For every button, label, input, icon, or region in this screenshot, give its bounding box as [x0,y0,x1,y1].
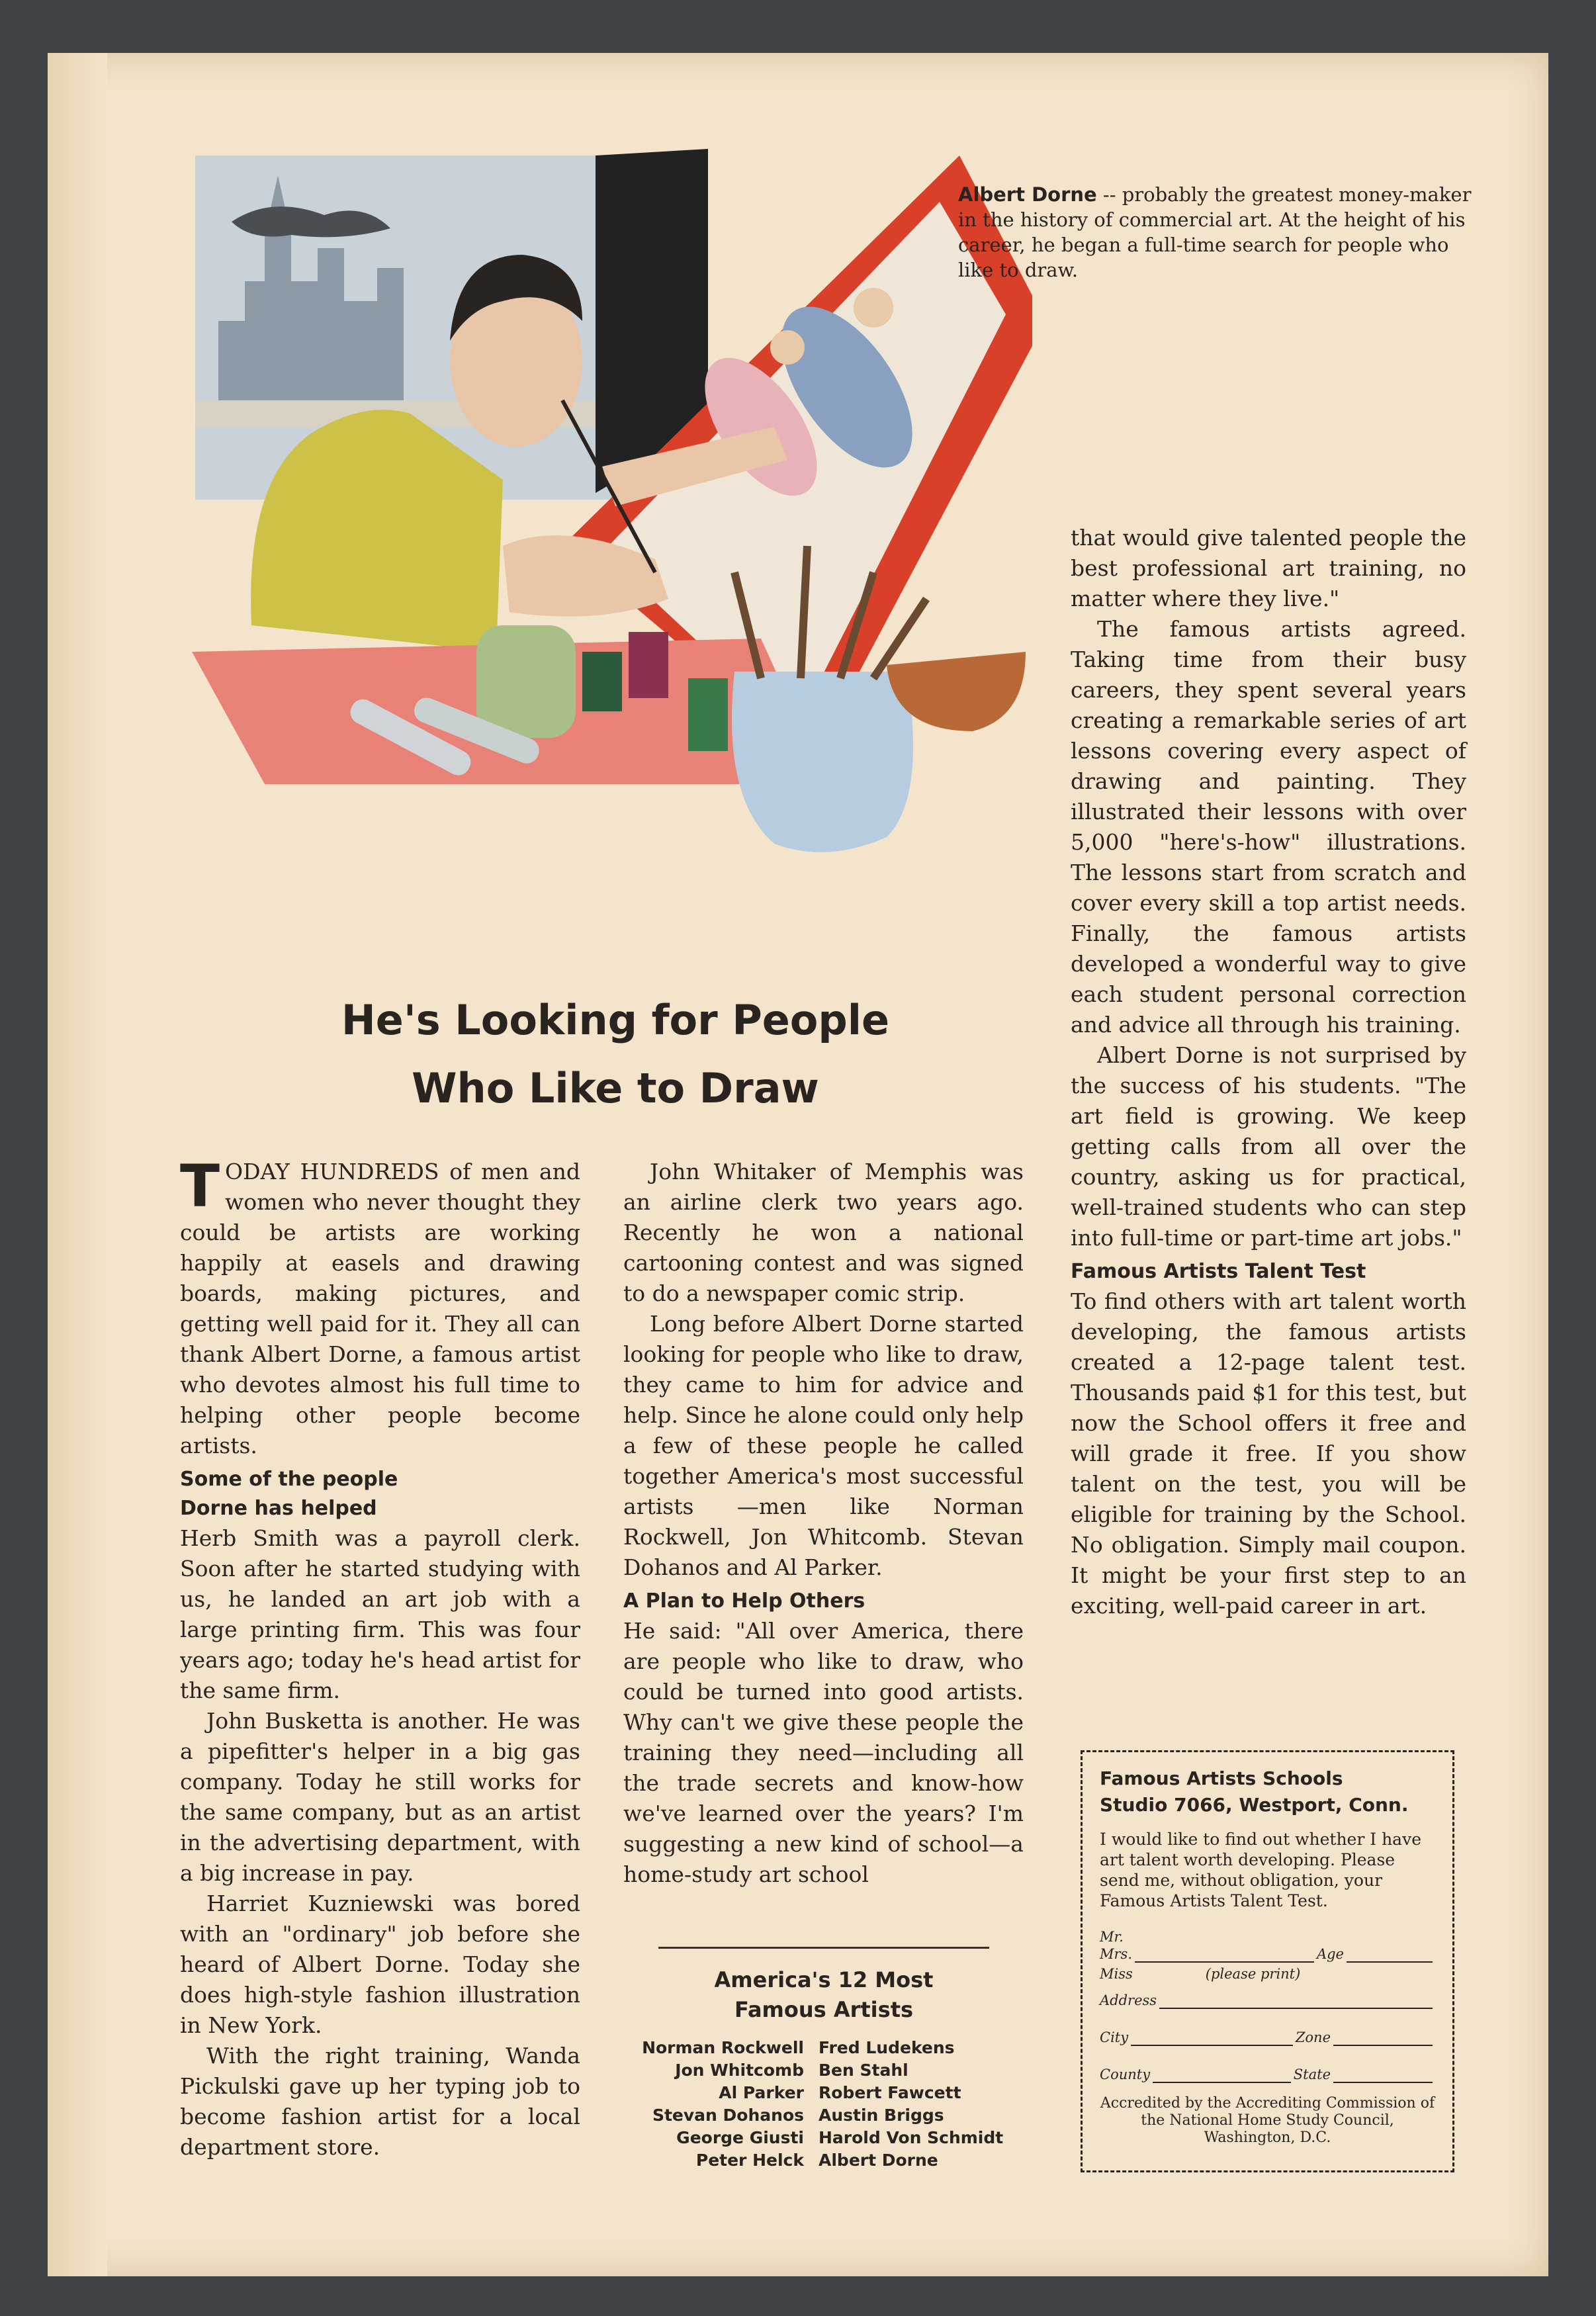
coupon-text: I would like to find out whether I have art talent worth developing. Please send me, without obligation, your Famous Artists Talent Test. [1100,1830,1421,1910]
artist-name: Robert Fawcett [819,2083,961,2102]
headline-line2: Who Like to Draw [412,1064,819,1112]
artist-name: Peter Helck [695,2151,804,2170]
artist-name: Norman Rockwell [642,2038,804,2057]
miss-row [1100,1965,1435,1982]
coupon-school: Famous Artists Schools [1100,1767,1343,1789]
artist-name: Jon Whitcomb [675,2061,804,2080]
famous-title-line2: Famous Artists [734,1997,914,2022]
lead-caps: ODAY HUNDREDS [225,1159,439,1184]
famous-artists-list [615,2037,1039,2172]
city-line[interactable] [1100,2029,1435,2046]
subhead-line2: Dorne has helped [180,1497,377,1520]
paragraph: Harriet Kuzniewski was bored with an "ordinary" job before she heard of Albert Dorne. Today she does high-style fashion illustration in New York. [180,1891,580,2038]
artist-name: Fred Ludekens [819,2038,955,2057]
page-edge [48,53,107,2276]
intro-text: of men and women who never thought they could be artists are working happily at easels and drawing boards, making pictures, and getting well paid for it. They all can thank Albert Dorne, a famous artist who devotes almost his full time to helping other people become artists. [180,1159,580,1458]
drop-cap: T [180,1152,220,1220]
paragraph: The famous artists agreed. Taking time from their busy careers, they spent several years creating a remarkable series of art lessons covering every aspect of drawing and painting. They illustrated their lessons with over 5,000 "here's-how" illustrations. The lessons start from scratch and cover every skill a top artist needs. Finally, the famous artists developed a wonderful way to give each student personal correction and advice all through his training. [1071,616,1466,1038]
artist-name: Ben Stahl [819,2061,909,2080]
artist-name: Stevan Dohanos [652,2106,804,2125]
caption-text: -- probably the greatest money-maker in the history of commercial art. At the height of his career, he began a full-time search for people who like to draw. [958,183,1472,281]
artist-row [615,2059,1039,2082]
famous-title-line1: America's 12 Most [714,1967,934,1992]
artist-row [615,2037,1039,2059]
paragraph: To find others with art talent worth developing, the famous artists created a 12-page talent test. Thousands paid $1 for this test, but now the School offers it free and will grade it free. If you show talent on the test, you will be eligible for training by the School. No obligation. Simply mail coupon. It might be your first step to an exciting, well-paid career in art. [1071,1288,1466,1619]
paint-pot [476,625,576,738]
caption-name: Albert Dorne [958,183,1097,206]
brush-jar [732,672,913,852]
label-city: City [1100,2029,1129,2045]
column-3 [1071,523,1466,1621]
subhead-talent-test: Famous Artists Talent Test [1071,1260,1366,1283]
artist-name: Al Parker [719,2083,804,2102]
label-age: Age [1316,1946,1344,1962]
please-print: (please print) [1205,1966,1301,1982]
subhead-plan: A Plan to Help Others [623,1589,865,1613]
label-mrs: Mrs. [1100,1946,1132,1962]
accreditation: Accredited by the Accrediting Commission of the National Home Study Council, Washington, D.C. [1100,2095,1435,2146]
famous-artists-title [609,1965,1039,2025]
artist-name: Harold Von Schmidt [819,2128,1004,2147]
coupon-studio: Studio 7066, Westport, Conn. [1100,1794,1409,1816]
subhead-people-helped [180,1465,580,1523]
column-2 [623,1157,1024,1890]
artist-row [615,2127,1039,2149]
artist-row [615,2149,1039,2172]
artist-name: George Giusti [676,2128,804,2147]
address-line[interactable] [1100,1992,1435,2009]
paragraph: Long before Albert Dorne started looking for people who like to draw, they came to him for advice and help. Since he alone could only help a few of these people he called together America's most successful artists —men like Norman Rockwell, Jon Whitcomb. Stevan Dohanos and Al Parker. [623,1311,1024,1580]
label-miss: Miss [1100,1966,1133,1982]
paragraph: Albert Dorne is not surprised by the success of his students. "The art field is growing. We keep getting calls from all over the country, asking us for practical, well-trained students who can step into full-time or part-time art jobs." [1071,1042,1466,1251]
label-county: County [1100,2067,1151,2082]
headline-line1: He's Looking for People [341,996,890,1044]
paragraph: He said: "All over America, there are people who like to draw, who could be turned into good artists. Why can't we give these people the training they need—including all the trade secrets and know-how we've learned over the years? I'm suggesting a new kind of school—a home-study art school [623,1618,1024,1887]
subhead-line1: Some of the people [180,1468,398,1491]
mail-coupon[interactable] [1081,1750,1454,2172]
illustration-caption [958,182,1487,283]
paragraph: John Whitaker of Memphis was an airline clerk two years ago. Recently he won a national cartooning contest and was signed to do a newspaper comic strip. [623,1159,1024,1306]
artist-name: Albert Dorne [819,2151,938,2170]
column-1 [180,1152,580,2162]
artist-illustration [192,149,1032,989]
coupon-form [1100,1928,1435,2083]
label-state: State [1293,2067,1331,2082]
intro-paragraph [180,1152,580,1461]
label-address: Address [1100,1992,1157,2008]
paragraph: John Busketta is another. He was a pipefitter's helper in a big gas company. Today he still works for the same company, but as an artist in the advertising department, with a big increase in pay. [180,1708,580,1886]
artist-row [615,2082,1039,2104]
paragraph: With the right training, Wanda Pickulski gave up her typing job to become fashion artist for a local department store. [180,2043,580,2160]
divider [658,1947,989,1949]
artist-row [615,2104,1039,2127]
artist-name: Austin Briggs [819,2106,944,2125]
county-line[interactable] [1100,2066,1435,2083]
label-mr: Mr. [1100,1929,1124,1945]
name-line[interactable] [1100,1945,1435,1963]
headline [185,986,1045,1122]
label-zone: Zone [1295,2029,1331,2045]
paragraph: Herb Smith was a payroll clerk. Soon after he started studying with us, he landed an art job with a large printing firm. This was four years ago; today he's head artist for the same firm. [180,1525,580,1703]
paragraph: that would give talented people the best professional art training, no matter where they live." [1071,525,1466,611]
